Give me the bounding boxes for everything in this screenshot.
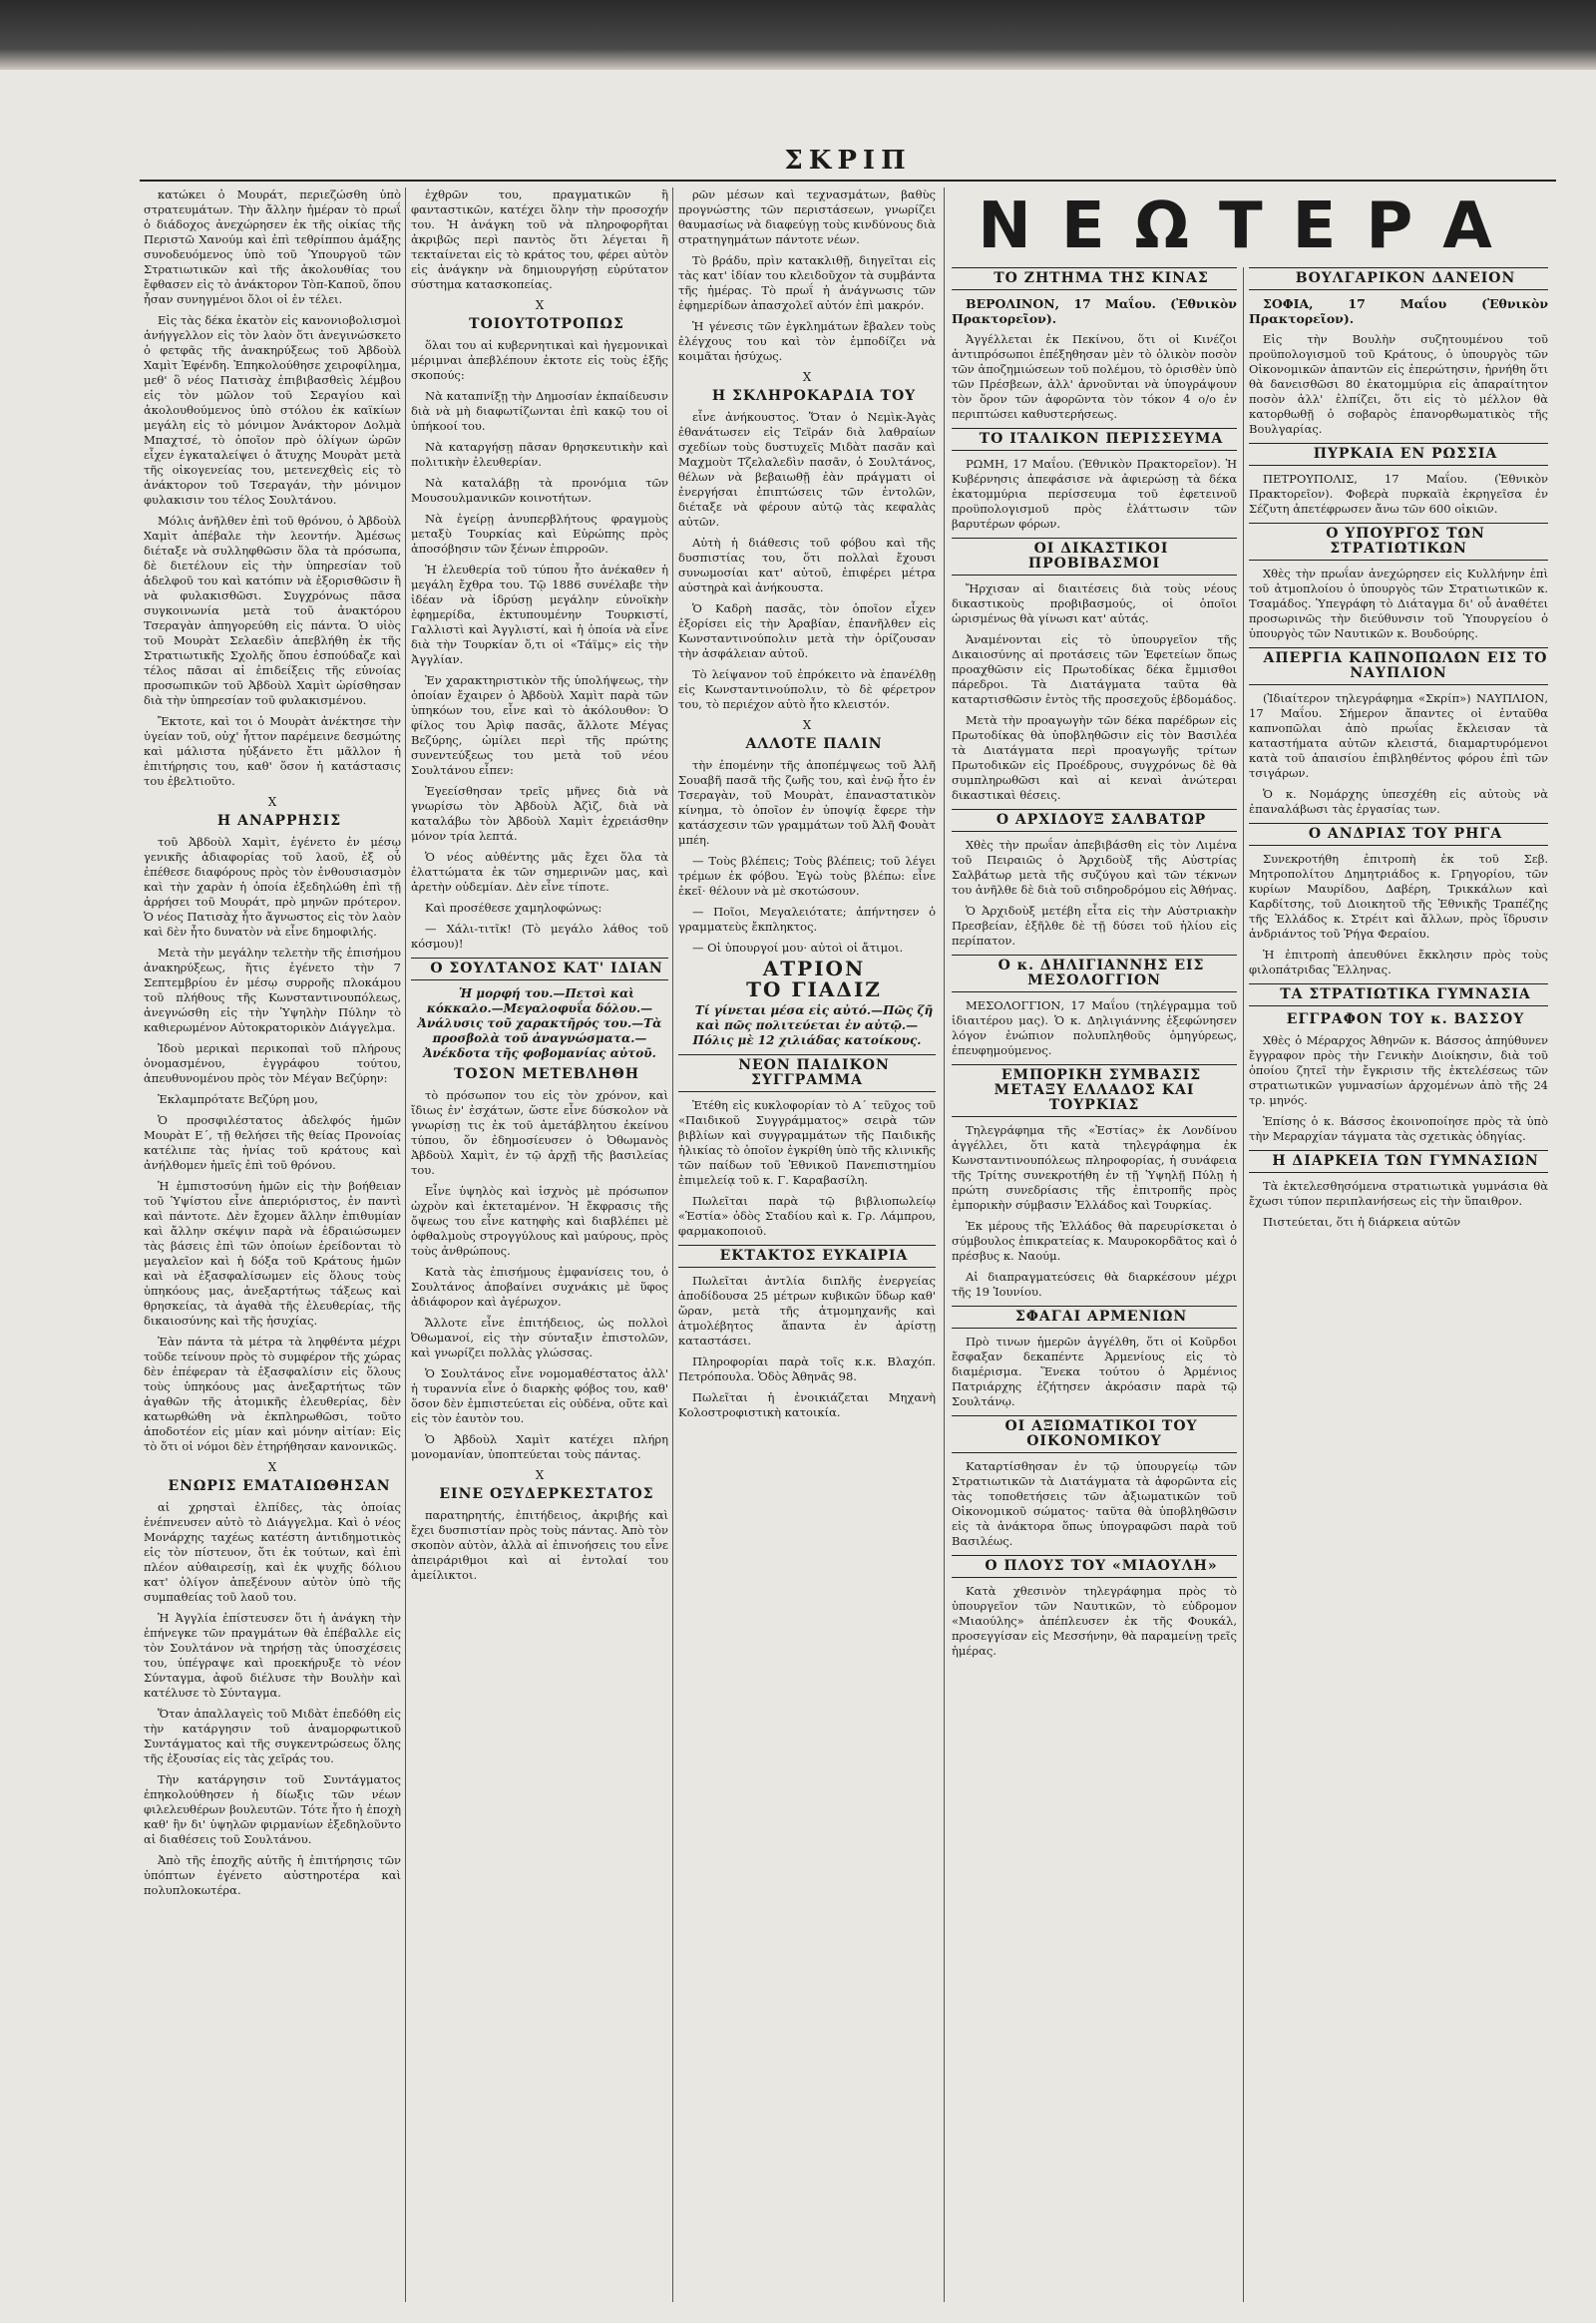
separator-mark: X — [802, 718, 812, 732]
paragraph: Ὁ Ἀβδοὺλ Χαμὶτ κατέχει πλήρη μονομανίαν, ὑποπτεύεται τοὺς πάντας. — [411, 1432, 668, 1461]
paragraph: Πρὸ τινων ἡμερῶν ἀγγέλθη, ὅτι οἱ Κοῦρδοι ἔσφαξαν δεκαπέντε Ἀρμενίους εἰς τὸ διαμέρισμα. Ἕνεκα τούτου ὁ Ἀρμένιος Πατριάρχης ἐζήτησεν ἀκρόασιν παρὰ τῷ Σουλτάνῳ. — [952, 1335, 1237, 1408]
paragraph: ΜΕΣΟΛΟΓΓΙΟΝ, 17 Μαΐου (τηλέγραμμα τοῦ ἰδιαιτέρου μας). Ὁ κ. Δηλιγιάννης ἐξεφώνησεν λόγον ἐνώπιον πολυπληθοῦς ὁμηγύρεως, ἐπευφημούμενος. — [952, 998, 1237, 1057]
paragraph: Ὁ Σουλτάνος εἶνε νομομαθέστατος ἀλλ' ἡ τυραννία εἶνε ὁ διαρκὴς φόβος του, καθ' ὅσον δὲν ἐμπιστεύεται εἰς οὐδένα, οὔτε καὶ εἰς τὸν ἑαυτὸν του. — [411, 1366, 668, 1425]
paragraph: Ἐγεείσθησαν τρεῖς μῆνες διὰ νὰ γνωρίσω τὸν Ἀβδοὺλ Ἀζὶζ, διὰ νὰ καταλάβω τὸν Ἀβδοὺλ Χαμὶτ ἐχρειάσθην μόνον τρία λεπτά. — [411, 784, 668, 843]
article-heading: Ο ΠΛΟΥΣ ΤΟΥ «ΜΙΑΟΥΛΗ» — [952, 1555, 1237, 1578]
article-heading: ΣΦΑΓΑΙ ΑΡΜΕΝΙΩΝ — [952, 1306, 1237, 1329]
dateline: ΣΟΦΙΑ, 17 Μαΐου (Ἐθνικὸν Πρακτορεῖον). — [1249, 296, 1548, 326]
article-heading: Ο ΑΡΧΙΔΟΥΞ ΣΑΛΒΑΤΩΡ — [952, 809, 1237, 832]
column-divider — [944, 188, 945, 2302]
paragraph: Ἡ ἐπιτροπὴ ἀπευθύνει ἔκκλησιν πρὸς τοὺς φιλοπάτριδας Ἕλληνας. — [1249, 948, 1548, 976]
paragraph: Ἔκτοτε, καὶ τοι ὁ Μουρὰτ ἀνέκτησε τὴν ὑγείαν τοῦ, οὐχ' ἧττον παρέμεινε δεσμώτης καὶ μάλιστα ηὐξάνετο ἔτι μᾶλλον ἡ ἐπιτήρησις του, καθ' ὅσον ἡ κατάστασις του ἐβελτιοῦτο. — [144, 714, 401, 788]
paragraph: Ὁ προσφιλέστατος ἀδελφός ἡμῶν Μουρὰτ Ε΄, τῇ θελήσει τῆς θείας Προνοίας κατέλιπε τὰς ἡνίας τοῦ κράτους καὶ ἀνήλθομεν ἡμεῖς ἐπὶ τοῦ θρόνου. — [144, 1113, 401, 1172]
column-2 — [411, 188, 668, 2302]
paragraph: Εἶνε ὑψηλὸς καὶ ἰσχνὸς μὲ πρόσωπον ὠχρὸν καὶ ἐκτεταμένον. Ἡ ἔκφρασις τῆς ὄψεως του εἶνε κατηφὴς καὶ διαβλέπει μὲ ὀφθαλμοὺς στρογγύλους καὶ μαύρους, πρὸς τοὺς ἀνθρώπους. — [411, 1184, 668, 1258]
article-heading: ΠΥΡΚΑΙΑ ΕΝ ΡΩΣΣΙΑ — [1249, 443, 1548, 466]
paragraph: Ὁ Καδρὴ πασᾶς, τὸν ὁποῖον εἶχεν ἐξορίσει εἰς τὴν Ἀραβίαν, ἐπανῆλθεν εἰς Κωνσταντινούπολιν μετὰ τὴν ὁρίζουσαν τὴν ἀσφάλειαν αὐτοῦ. — [678, 601, 936, 660]
paragraph: Τὸ λείψανον τοῦ ἐπρόκειτο νὰ ἐπανέλθῃ εἰς Κωνσταντινούπολιν, τὸ δὲ φέρετρον του, τὸ περιέχον αὐτὸ ἦτο κλειστόν. — [678, 667, 936, 711]
paragraph: τὴν ἐπομένην τῆς ἀποπέμψεως τοῦ Ἀλῆ Σουαβῆ πασᾶ τῆς ζωῆς του, καὶ ἐνῷ ἦτο ἐν Τσεραγὰν, τοῦ Μουρὰτ, ἐπαναστατικὸν κίνημα, τὸ ὁποῖον ἐν ὑποψίᾳ ἔφερε τὴν κατάσχεσιν τῶν γραμμάτων τοῦ Ἀλῆ Φουὰτ μπέη. — [678, 758, 936, 847]
article-heading: ΤΟ ΙΤΑΛΙΚΟΝ ΠΕΡΙΣΣΕΥΜΑ — [952, 428, 1237, 451]
paragraph: Πωλεῖται ἀντλία διπλῆς ἐνεργείας ἀποδίδουσα 25 μέτρων κυβικῶν ὕδωρ καθ' ὥραν, μετὰ τῆς ἀτμομηχανῆς καὶ ἀτμολέβητος ἅπαντα ἐν ἀρίστῃ καταστάσει. — [678, 1274, 936, 1348]
article-heading: ΕΜΠΟΡΙΚΗ ΣΥΜΒΑΣΙΣ ΜΕΤΑΞΥ ΕΛΛΑΔΟΣ ΚΑΙ ΤΟΥΡΚΙΑΣ — [952, 1064, 1237, 1117]
article-heading: ΤΟΣΟΝ ΜΕΤΕΒΛΗΘΗ — [454, 1066, 639, 1082]
separator-mark: X — [802, 370, 812, 384]
article-heading: ΤΟ ΖΗΤΗΜΑ ΤΗΣ ΚΙΝΑΣ — [952, 267, 1237, 290]
paragraph: Ὁ κ. Νομάρχης ὑπεσχέθη εἰς αὐτοὺς νὰ ἐπαναλάβωσι τὰς ἐργασίας των. — [1249, 787, 1548, 816]
paragraph: ρῶν μέσων καὶ τεχνασμάτων, βαθὺς προγνώστης τῶν περιστάσεων, γνωρίζει θαυμασίως νὰ διαφεύγῃ τοὺς κινδύνους διὰ στρατηγημάτων πάντοτε νέων. — [678, 188, 936, 246]
paragraph: Μετὰ τὴν μεγάλην τελετὴν τῆς ἐπισήμου ἀνακηρύξεως, ἥτις ἐγένετο τὴν 7 Σεπτεμβρίου ἐν μέσῳ συρροῆς πλοκάμου τοῦ πλήθους τῆς Κωνσταντινουπόλεως, ἀνεγνώσθη εἰς τὴν Ὑψηλὴν Πύλην τὸ καθιερωμένον Αὐτοκρατορικὸν Διάγγελμα. — [144, 946, 401, 1034]
article-subheading: ΕΓΓΡΑΦΟΝ ΤΟΥ κ. ΒΑΣΣΟΥ — [1286, 1011, 1525, 1027]
paragraph: Ἐκλαμπρότατε Βεζύρη μου, — [158, 1092, 318, 1106]
newspaper-page — [140, 118, 1556, 2312]
paragraph: εἶνε ἀνήκουστος. Ὅταν ὁ Νεμὶκ-Ἀγὰς ἐθανάτωσεν εἰς Τεϊράν διὰ λαθραίων σχεδίων τοὺς δυστυχεῖς Μιδὰτ πασᾶν καὶ Μαχμοὺτ Τζελαλεδὶν πασᾶν, ὁ Σουλτάνος, θέλων νὰ βεβαιωθῇ ἐὰν πράγματι οἱ ἐνεργήσαι ἐπιπτώσεις τῶν ἐντολῶν, διέταξε νὰ φέρουν αὐτῷ τὰς κεφαλὰς αὐτῶν. — [678, 410, 936, 529]
paragraph: Ἄλλοτε εἶνε ἐπιτήδειος, ὡς πολλοὶ Ὀθωμανοί, εἰς τὴν σύνταξιν ἐπιστολῶν, καὶ γνωρίζει πολλὰς γλώσσας. — [411, 1316, 668, 1359]
paragraph: ἐχθρῶν του, πραγματικῶν ἢ φανταστικῶν, κατέχει ὅλην τὴν προσοχήν του. Ἡ ἀνάγκη τοῦ νὰ πληροφορῆται ἀκριβῶς περὶ παντὸς ὅτι λέγεται ἢ τεκταίνεται εἰς τὸ κράτος του, φέρει αὐτὸν εἰς ἀνάγκην νὰ δημιουργήσῃ εὐρύτατον σύστημα κατασκοπείας. — [411, 188, 668, 291]
paragraph: αἱ χρησταὶ ἐλπίδες, τὰς ὁποίας ἐνέπνευσεν αὐτὸ τὸ Διάγγελμα. Καὶ ὁ νέος Μονάρχης ταχέως κατέστη ἀντιδημοτικὸς εἰς τὸν πίστευον, ὅτι ἐκ τούτων, καὶ ἐπὶ πλέον αὐθαιρεσίῃ, καὶ ἐκ ψυχῆς δόλιου κατ' ὀλίγον ἀπεξένουν αὐτὸν ὑπὸ τῆς συμπαθείας τοῦ λαοῦ του. — [144, 1500, 401, 1604]
column-divider — [1243, 267, 1244, 2302]
paragraph: Ὁ νέος αὐθέντης μᾶς ἔχει ὅλα τὰ ἐλαττώματα ἐκ τῶν σημερινῶν μας, καὶ ἀρετὴν οὐδεμίαν. Δὲν εἶνε τίποτε. — [411, 850, 668, 894]
article-heading: ΟΙ ΔΙΚΑΣΤΙΚΟΙ ΠΡΟΒΙΒΑΣΜΟΙ — [952, 538, 1237, 576]
paragraph: ὅλαι του αἱ κυβερνητικαὶ καὶ ἠγεμονικαὶ μέριμναι ἀπεβλέπουν ἐκτοτε εἰς τοὺς ἑξῆς σκοπούς: — [411, 338, 668, 382]
paragraph: Ἐτέθη εἰς κυκλοφορίαν τὸ Α΄ τεῦχος τοῦ «Παιδικοῦ Συγγράμματος» σειρὰ τῶν βιβλίων καὶ συγγραμμάτων τῆς Παιδικῆς ἡλικίας τὸ ὁποῖον ἐγκρίθη ὑπὸ τῆς κλινικῆς τῶν παίδων τοῦ Ἐθνικοῦ Πανεπιστημίου ἐπιμελείᾳ τοῦ κ. Γ. Καραβασίλη. — [678, 1098, 936, 1187]
paragraph: Ἐὰν πάντα τὰ μέτρα τὰ ληφθέντα μέχρι τοῦδε τείνουν πρὸς τὸ συμφέρον τῆς χώρας δὲν ἐπέφεραν τὰ ἐξασφαλίσιν εἰς ὅλους τοὺς ὑπηκόους μας ἀνεξαρτήτως τῶν ἀγαθῶν τῆς ἀτομικῆς ἐλευθερίας, δὲν κατωρθώθη νὰ ἐκπληρωθῶσι, τοῦτο ἀποδοτέον εἰς μίαν καὶ μόνην αἰτίαν: Εἰς τὸ ὅτι οἱ νόμοι δὲν ἐτηρήθησαν κανονικῶς. — [144, 1335, 401, 1453]
paragraph: Ἐπίσης ὁ κ. Βάσσος ἐκοινοποίησε πρὸς τὰ ὑπὸ τὴν Μεραρχίαν τάγματα τὰς σχετικὰς ὁδηγίας. — [1249, 1114, 1548, 1143]
section-title: ΝΕΩΤΕΡΑ — [978, 190, 1522, 263]
feature-title: ΤΟ ΓΙΑΔΙΖ — [746, 977, 882, 1001]
paragraph: Τηλεγράφημα τῆς «Ἑστίας» ἐκ Λονδίνου ἀγγέλλει, ὅτι κατὰ τηλεγράφημα ἐκ Κωνσταντινουπόλεως πληροφορίας, ἡ συνάφεια τῆς Τρίτης συνεκροτήθη ἐν τῇ Ὑψηλῇ Πύλῃ ἡ πρώτη συνεδρίασις τῆς ἐπιτροπῆς πρὸς ἐμπορικὴν σύμβασιν Ἑλλάδος καὶ Τουρκίας. — [952, 1123, 1237, 1212]
paragraph: Αὐτὴ ἡ διάθεσις τοῦ φόβου καὶ τῆς δυσπιστίας του, ὅτι πολλαὶ ἔχουσι συνωμοσίαι κατ' αὐτοῦ, ἐπιφέρει μέτρα αὐστηρὰ καὶ ἀνήκουστα. — [678, 536, 936, 594]
article-heading: ΤΟΙΟΥΤΟΤΡΟΠΩΣ — [469, 316, 624, 332]
paragraph: Νὰ καταργήσῃ πᾶσαν θρησκευτικὴν καὶ πολιτικὴν ἐλευθερίαν. — [411, 440, 668, 469]
article-heading: Ο ΣΟΥΛΤΑΝΟΣ ΚΑΤ' ΙΔΙΑΝ — [411, 958, 668, 980]
paragraph: παρατηρητής, ἐπιτήδειος, ἀκριβής καὶ ἔχει δυσπιστίαν πρὸς τοὺς πάντας. Ἀπὸ τὸν σκοπὸν αὐτὸν, ἀλλὰ αἱ ἐπινοήσεις του εἶνε ἀπειράριθμοι καὶ αἱ ἐντολαί του ἀμείλικτοι. — [411, 1508, 668, 1582]
paragraph: Τὴν κατάργησιν τοῦ Συντάγματος ἐπηκολούθησεν ἡ δίωξις τῶν νέων φιλελευθέρων βουλευτῶν. Τότε ἦτο ἡ ἐποχὴ καθ' ἣν δι' ὑψηλῶν φιρμανίων ἐξεδηλοῦντο αἱ διαθέσεις τοῦ Σουλτάνου. — [144, 1772, 401, 1846]
paragraph: Ἡ ἐμπιστοσύνη ἡμῶν εἰς τὴν βοήθειαν τοῦ Ὑψίστου εἶνε ἀπεριόριστος, ἐν παντὶ καὶ πάντοτε. Δὲν ἔχομεν ἄλλην ἐπιθυμίαν καὶ ἄλλην σκέψιν παρὰ νὰ ἑδραιώσωμεν τὰς βάσεις ἐπὶ τῶν ὁποίων ἐρείδονται τὸ μεγαλεῖον καὶ ἡ δόξα τοῦ Κράτους ἡμῶν καὶ νὰ ἐξασφαλίσωμεν εἰς ὅλους τοὺς ὑπηκόους μας, ἀνεξαρτήτως τάξεως καὶ θρησκείας, τὰ ἀγαθὰ τῆς ἐλευθερίας, τῆς δικαιοσύνης καὶ τῆς ἡσυχίας. — [144, 1179, 401, 1328]
paragraph: Ἡ γένεσις τῶν ἐγκλημάτων ἔβαλεν τοὺς ἐλέγχους του καὶ τὸν ἐμποδίζει νὰ κοιμᾶται ἡσύχως. — [678, 319, 936, 363]
paragraph: Τὰ ἐκτελεσθησόμενα στρατιωτικὰ γυμνάσια θὰ ἔχωσι τύπον περιπλανήσεως εἰς τὴν ὕπαιθρον. — [1249, 1179, 1548, 1208]
article-heading: ΑΠΕΡΓΙΑ ΚΑΠΝΟΠΩΛΩΝ ΕΙΣ ΤΟ ΝΑΥΠΛΙΟΝ — [1249, 647, 1548, 685]
paragraph: τὸ πρόσωπον του εἰς τὸν χρόνον, καὶ ἴδιως ἐν' ἐσχάτων, ὥστε εἶνε δύσκολον νὰ γνωρίσῃ τις ἐκ τοῦ ἀμετάβλητου ἐκείνου τύπου, ὅν ἐδημοσίευσεν ὁ Ὀθωμανὸς Ἀβδοὺλ Χαμὶτ, ἐν τῷ ἀρχῇ τῆς βασιλείας του. — [411, 1088, 668, 1177]
paragraph: Καταρτίσθησαν ἐν τῷ ὑπουργείῳ τῶν Στρατιωτικῶν τὰ Διατάγματα τὰ ἀφορῶντα εἰς τὰς τοποθετήσεις τῶν ἀξιωματικῶν τοῦ Οἰκονομικοῦ σώματος· ταῦτα θὰ ὑποβληθῶσιν εἰς τὰ ἀνάκτορα ὅπως ὑπογραφῶσι παρὰ τοῦ Βασιλέως. — [952, 1459, 1237, 1548]
article-heading: ΝΕΟΝ ΠΑΙΔΙΚΟΝ ΣΥΓΓΡΑΜΜΑ — [678, 1054, 936, 1092]
paragraph: Κατὰ τὰς ἐπισήμους ἐμφανίσεις του, ὁ Σουλτάνος ἀποβαίνει συχνάκις μὲ ὕφος ἀδιάφορον καὶ ἀγέρωχον. — [411, 1265, 668, 1309]
feature-heading: ΑΤΡΙΟΝ — [762, 957, 866, 980]
article-heading: ΟΙ ΑΞΙΩΜΑΤΙΚΟΙ ΤΟΥ ΟΙΚΟΝΟΜΙΚΟΥ — [952, 1415, 1237, 1453]
paragraph: Πιστεύεται, ὅτι ἡ διάρκεια αὐτῶν — [1263, 1215, 1461, 1229]
paragraph: Νὰ καταπνίξῃ τὴν Δημοσίαν ἐκπαίδευσιν διὰ νὰ μὴ διαφωτίζωνται ἐπὶ κακῷ του οἱ ὑπήκοοί του. — [411, 389, 668, 433]
dateline: ΒΕΡΟΛΙΝΟΝ, 17 Μαΐου. (Ἐθνικὸν Πρακτορεῖον). — [952, 296, 1237, 326]
masthead-rule — [140, 180, 1556, 182]
paragraph: Εἰς τὰς δέκα ἐκατὸν εἰς κανονιοβολισμοὶ ἀνήγγελλον εἰς τὸν λαὸν ὅτι ἀνεγινώσκετο ὁ φετφᾶς τῆς ἀνακηρύξεως τοῦ Ἀβδοὺλ Χαμὶτ Ἐφένδη. Ἐπηκολούθησε χειροφίλημα, μεθ' ὃ νέος Πατισὰχ ἐπιβιβασθεὶς λέμβου εἰς τὸν μῶλον τοῦ Σεραγίου καὶ ἀκολουθούμενος ὑπὸ στόλου ἐκ καϊκίων μεγάλη εἰς τὸ μόνιμον Ἀνάκτορον Δολμὰ Μπαχτσέ, τὸ ὁποῖον πρὸ ὀλίγων ὡρῶν εἶχεν ἐγκαταλείψει ὁ ἄτυχης Μουρὰτ μετὰ τῆς οἰκογενείας του, μετενεχθεὶς εἰς τὸ ἀνάκτορον τοῦ Τσεραγάν, τὴν μόνιμον φυλακισιν του τέλος Σουλτάνου. — [144, 313, 401, 507]
article-heading: Η ΑΝΑΡΡΗΣΙΣ — [216, 813, 342, 829]
paragraph: Ἐκ μέρους τῆς Ἑλλάδος θὰ παρευρίσκεται ὁ σύμβουλος ἐπικρατείας κ. Μαυροκορδᾶτος καὶ ὁ πρέσβυς κ. Ναούμ. — [952, 1219, 1237, 1263]
paragraph: Κατὰ χθεσινὸν τηλεγράφημα πρὸς τὸ ὑπουργεῖον τῶν Ναυτικῶν, τὸ εὐδρομον «Μιαούλης» ἀπέπλευσεν ἐκ τῆς Φουκάλ, προσεγγίσαν εἰς Μεσσήνην, θὰ παραμείνῃ τρεῖς ἡμέρας. — [952, 1584, 1237, 1658]
paragraph: Νὰ ἐγείρῃ ἀνυπερβλήτους φραγμοὺς μεταξὺ Τουρκίας καὶ Εὐρώπης πρὸς ἀποσόβησιν τῶν ξένων ἐπιρροῶν. — [411, 512, 668, 556]
scan-top-border — [0, 0, 1596, 70]
paragraph: Χθὲς τὴν πρωΐαν ἀπεβιβάσθη εἰς τὸν Λιμένα τοῦ Πειραιῶς ὁ Ἀρχιδοὺξ τῆς Αὐστρίας Σαλβάτωρ μετὰ τῆς συζύγου καὶ τῶν τέκνων του ἀνῆλθε δὲ διὰ τοῦ σιδηροδρόμου εἰς Ἀθήνας. — [952, 838, 1237, 897]
paragraph: Πωλεῖται παρὰ τῷ βιβλιοπωλείῳ «Ἑστία» ὁδὸς Σταδίου καὶ κ. Γρ. Λάμπρου, φαρμακοποιοῦ. — [678, 1194, 936, 1238]
article-subheading: Ἡ μορφή του.—Πετσὶ καὶ κόκκαλο.—Μεγαλοφυΐα δόλου.—Ἀνάλυσις τοῦ χαρακτῆρός του.—Τὰ προσβολὰ τοῦ ἀναγνώσματα.—Ἀνέκδοτα τῆς φοβομανίας αὐτοῦ. — [417, 986, 662, 1060]
separator-mark: X — [267, 795, 277, 809]
article-heading: Η ΔΙΑΡΚΕΙΑ ΤΩΝ ΓΥΜΝΑΣΙΩΝ — [1249, 1150, 1548, 1173]
paragraph: Νὰ καταλάβῃ τὰ προνόμια τῶν Μουσουλμανικῶν κοινοτήτων. — [411, 476, 668, 505]
paragraph: — Τοὺς βλέπεις; Τοὺς βλέπεις; τοῦ λέγει τρέμων ἐκ φόβου. Ἐγὼ τοὺς βλέπω: εἶνε ἐκεῖ· θέλουν νὰ μὲ σκοτώσουν. — [678, 854, 936, 898]
paragraph: Ὁ Ἀρχιδοὺξ μετέβη εἶτα εἰς τὴν Αὐστριακὴν Πρεσβείαν, ἐξῆλθε δὲ τῇ δύσει τοῦ ἡλίου εἰς περίπατον. — [952, 904, 1237, 948]
paragraph: Τὸ βράδυ, πρὶν κατακλιθῇ, διηγεῖται εἰς τὰς κατ' ἰδίαν του κλειδοῦχον τὰ συμβάντα τῆς ἡμέρας. Τὸ πρωΐ ἡ ἀνάγνωσις τῶν ἐφημερίδων ἀπασχολεῖ αὐτόν ἐπὶ μακρόν. — [678, 253, 936, 312]
article-heading: Η ΣΚΛΗΡΟΚΑΡΔΙΑ ΤΟΥ — [711, 388, 917, 404]
paragraph: Πωλεῖται ἡ ἐνοικιάζεται Μηχανὴ Κολοστροφιστικὴ κατοικία. — [678, 1390, 936, 1419]
paragraph: — Οἱ ὑπουργοί μου· αὐτοὶ οἱ ἄτιμοι. — [692, 941, 904, 955]
paragraph: Μετὰ τὴν προαγωγὴν τῶν δέκα παρέδρων εἰς Πρωτοδίκας θὰ ὑποβληθῶσιν εἰς τὸν Βασιλέα τὰ Διατάγματα περὶ προαγωγῆς τρίτων Πρωτοδικῶν εἰς Προέδρους, συγχρόνως δὲ θὰ συμπληρωθῶσι καὶ αἱ κεναὶ ἀνώτεραι δικαστικαὶ θέσεις. — [952, 713, 1237, 802]
paragraph: Ἀναμένονται εἰς τὸ ὑπουργεῖον τῆς Δικαιοσύνης αἱ προτάσεις τῶν Ἐφετείων ὅπως προαχθῶσιν εἰς Πρωτοδίκας δέκα ἔμμισθοι πάρεδροι. Τὰ Διατάγματα ταῦτα θὰ καταρτισθῶσιν ἐντὸς τῆς προσεχοῦς ἑβδομάδος. — [952, 632, 1237, 706]
paragraph: (Ἰδιαίτερον τηλεγράφημα «Σκρίπ») ΝΑΥΠΛΙΟΝ, 17 Μαΐου. Σήμερον ἅπαντες οἱ ἐνταῦθα καπνοπῶλαι ἀπὸ πρωΐας ἔκλεισαν τὰ καταστήματα αὐτῶν κλειστά, διαμαρτυρόμενοι κατὰ τοῦ ἀπαισίου ἐπιβληθέντος φόρου ἐπὶ τῶν τσιγάρων. — [1249, 691, 1548, 780]
paragraph: ΡΩΜΗ, 17 Μαΐου. (Ἐθνικὸν Πρακτορεῖον). Ἡ Κυβέρνησις ἀπεφάσισε νὰ ἀφιερώσῃ τὰ δέκα ἑκατομμύρια περίσσευμα τοῦ ἐφετεινοῦ προϋπολογισμοῦ πρὸς ἐλάττωσιν τῶν βαρυτέρων φόρων. — [952, 457, 1237, 531]
article-heading: ΕΙΝΕ ΟΞΥΔΕΡΚΕΣΤΑΤΟΣ — [439, 1486, 654, 1502]
separator-mark: X — [267, 1460, 277, 1474]
feature-subheading: Τί γίνεται μέσα εἰς αὐτό.—Πῶς ζῆ καὶ πῶς πολιτεύεται ἐν αὐτῷ.— Πόλις μὲ 12 χιλιάδας κατοίκους. — [692, 1003, 934, 1047]
paragraph: Ἰδοὺ μερικαὶ περικοπαὶ τοῦ πλήρους ὀνομασμένου, ἐγγράφου τούτου, ἀπευθυνομένου πρὸς τὸν Μέγαν Βεζύρην: — [144, 1041, 401, 1085]
article-heading: Ο ΑΝΔΡΙΑΣ ΤΟΥ ΡΗΓΑ — [1249, 823, 1548, 846]
column-1 — [144, 188, 401, 2302]
paragraph: Καὶ προσέθεσε χαμηλοφώνως: — [425, 901, 602, 915]
paragraph: — Χάλι-τιτῖκ! (Τὸ μεγάλο λάθος τοῦ κόσμου)! — [411, 922, 668, 951]
paragraph: Συνεκροτήθη ἐπιτροπὴ ἐκ τοῦ Σεβ. Μητροπολίτου Δημητριάδος κ. Γρηγορίου, τῶν κυρίων Μαυρίδου, Δαβέρη, Τρικκάλων καὶ Καρδίτσης, τοῦ Διοικητοῦ τῆς Ἐθνικῆς Τραπέζης τῆς Ἑλλάδος κ. Στρέιτ καὶ ἄλλων, πρὸς ἵδρυσιν ἀνδριάντος τοῦ Ῥήγα Φεραίου. — [1249, 852, 1548, 941]
paragraph: Ἡ ἐλευθερία τοῦ τύπου ἦτο ἀνέκαθεν ἡ μεγάλη ἔχθρα του. Τῷ 1886 συνέλαβε τὴν ἰδέαν νὰ ἱδρύσῃ μεγάλην εὐνοϊκὴν ἐφημερίδα, ἐκτυπουμένην Τουρκιστί, Γαλλιστὶ καὶ Ἀγγλιστί, καὶ ἡ ὁποία νὰ εἶνε διὰ τὴν Τουρκίαν ὅ,τι οἱ «Τάϊμς» εἰς τὴν Ἀγγλίαν. — [411, 563, 668, 666]
paragraph: κατώκει ὁ Μουράτ, περιεζώσθη ὑπὸ στρατευμάτων. Τὴν ἄλλην ἡμέραν τὸ πρωΐ ὁ διάδοχος ἀνεχώρησεν ἐκ τῆς οἰκίας τῆς Περιστῶ Χανούμ καὶ ἐπὶ τεθρίππου ἁμάξης συνοδευόμενος ὑπὸ τοῦ Ὑπουργοῦ τῶν Στρατιωτικῶν καὶ τῆς ἀκολουθίας του ἔφθασεν εἰς τὸ ἀνάκτορον Τὸπ-Καποῦ, ὅπου ἦσαν συνηγμένοι ὅλοι οἱ ἐν τέλει. — [144, 188, 401, 306]
article-heading: ΤΑ ΣΤΡΑΤΙΩΤΙΚΑ ΓΥΜΝΑΣΙΑ — [1249, 983, 1548, 1006]
paragraph: — Ποῖοι, Μεγαλειότατε; ἀπήντησεν ὁ γραμματεὺς ἔκπληκτος. — [678, 905, 936, 934]
article-heading: ΕΝΩΡΙΣ ΕΜΑΤΑΙΩΘΗΣΑΝ — [168, 1478, 391, 1494]
paragraph: Εἰς τὴν Βουλὴν συζητουμένου τοῦ προϋπολογισμοῦ τοῦ Κράτους, ὁ ὑπουργὸς τῶν Οἰκονομικῶν ἀπαντῶν εἰς ἐπερώτησιν, ἠρνήθη ὅτι θὰ δανεισθῶσι 80 ἑκατομμύρια εἰς ἀπαραίτητον ποσὸν ἀλλ' ἐλπίζει, ὅτι εἰς τὸ μέλλον θὰ κατορθωθῇ ὁ σοβαρὸς ἐπανορθωματικὸς τῆς Βουλγαρίας. — [1249, 332, 1548, 436]
paragraph: Ὅταν ἀπαλλαγεὶς τοῦ Μιδὰτ ἐπεδόθη εἰς τὴν κατάργησιν τοῦ ἀναμορφωτικοῦ Συντάγματος καὶ τῆς συγκεντρώσεως ὅλης τῆς ἐξουσίας εἰς τὰς χεῖράς του. — [144, 1707, 401, 1765]
article-heading: ΒΟΥΛΓΑΡΙΚΟΝ ΔΑΝΕΙΟΝ — [1249, 267, 1548, 290]
column-4 — [952, 267, 1237, 2302]
article-heading: Ο κ. ΔΗΛΙΓΙΑΝΝΗΣ ΕΙΣ ΜΕΣΟΛΟΓΓΙΟΝ — [952, 955, 1237, 992]
paragraph: Ἤρχισαν αἱ διαιτέσεις διὰ τοὺς νέους δικαστικοὺς προβιβασμούς, οἱ ὁποῖοι ὡρισμένως θὰ γίνωσι κατ' αὐτάς. — [952, 581, 1237, 625]
paragraph: Μόλις ἀνῆλθεν ἐπὶ τοῦ θρόνου, ὁ Ἀβδοὺλ Χαμὶτ ἀπέβαλε τὴν λεοντήν. Ἀμέσως διέταξε νὰ συλληφθῶσιν ὅλα τὰ πρόσωπα, δὲ διετέλουν εἰς τὴν ὑπηρεσίαν τοῦ ἀδελφοῦ του καὶ κατόπιν νὰ ἐξορισθῶσιν ἢ νὰ φυλακισθῶσι. Συγχρόνως πᾶσα συγκοινωνία μετὰ τοῦ ἀνακτόρου Τσεραγὰν ἀπηγορεύθη εἰς πάντα. Ὁ υἱὸς τοῦ Μουρὰτ Σελαεδὶν ἀπεβλήθη ἐκ τῆς Στρατιωτικῆς Σχολῆς ὅπου ἐσπούδαζε καὶ τέλος πᾶσαι αἱ ἐπιδείξεις τῆς εὐνοίας προσωπικῶν τοῦ Ἀβδοὺλ Χαμὶτ ὡρίσθησαν διὰ τὴν ὑπηρεσίαν τοῦ φυλακισμένου. — [144, 514, 401, 707]
paragraph: Ἡ Ἀγγλία ἐπίστευσεν ὅτι ἡ ἀνάγκη τὴν ἐπήνεγκε τῶν πραγμάτων θὰ ἐπέβαλλε εἰς τὸν Σουλτάνον νὰ τηρήσῃ τὰς ὑποσχέσεις του, ὑπέγραψε καὶ προεκήρυξε τὸ νέον Σύνταγμα, ἀφοῦ διέλυσε τὴν Βουλὴν καὶ κατέλυσε τὸ Σύνταγμα. — [144, 1611, 401, 1700]
separator-mark: X — [535, 1468, 545, 1482]
paragraph: Χθὲς ὁ Μέραρχος Ἀθηνῶν κ. Βάσσος ἀπηύθυνεν ἔγγραφον πρὸς τὴν Γενικὴν Διοίκησιν, διὰ τοῦ ὁποίου ζητεῖ τὴν ἔγκρισιν τῆς ἐκτελέσεως τῶν στρατιωτικῶν γυμνασίων ἀρχομένων ἀπὸ τῆς 24 τρ. μηνός. — [1249, 1033, 1548, 1107]
column-divider — [672, 188, 673, 2302]
paragraph: τοῦ Ἀβδοὺλ Χαμὶτ, ἐγένετο ἐν μέσῳ γενικῆς ἀδιαφορίας τοῦ λαοῦ, ἐξ οὗ ἐπέθεσε διαφόρους πρὸς τὸν ἐνθουσιασμὸν καὶ τὴν χαρὰν ἡ ὁποία ἐξεδηλώθη ἐπὶ τῇ ἀρρήσει τοῦ Μουράτ, πρὸ μηνῶν πρότερον. Ὁ νέος Πατισὰχ ἦτο ἄγνωστος εἰς τὸν λαὸν καὶ δὲν ἦτο δυνατὸν νὰ εἶνε δημοφιλής. — [144, 835, 401, 939]
paragraph: Ἀγγέλλεται ἐκ Πεκίνου, ὅτι οἱ Κινέζοι ἀντιπρόσωποι ἐπέξηθησαν μὲν τὸ ὁλικὸν ποσὸν τῶν ἀποζημιώσεων τοῦ πολέμου, τὸ ὁρισθὲν ὑπὸ τῶν Πρέσβεων, ἀλλ' ἀρνοῦνται νὰ ὑπογράψουν τὸν ὅρον τῶν ἀφορῶντα τὸν τόκον 4 ο/ο ἐν περιπτώσει καθυστερήσεως. — [952, 332, 1237, 421]
paragraph: Ἐν χαρακτηριστικὸν τῆς ὑπολήψεως, τὴν ὁποίαν ἔχαιρεν ὁ Ἀβδοὺλ Χαμὶτ παρὰ τῶν ὑπηκόων του, εἶνε καὶ τὸ ἀκόλουθον: Ὁ φίλος του Ἀρὶφ πασᾶς, ἄλλοτε Μέγας Βεζύρης, ὡμίλει περὶ τῆς πρώτης συνεντεύξεως του μετὰ τοῦ νέου Σουλτάνου εἶπεν: — [411, 673, 668, 777]
paragraph: ΠΕΤΡΟΥΠΟΛΙΣ, 17 Μαΐου. (Ἐθνικὸν Πρακτορεῖον). Φοβερὰ πυρκαϊὰ ἐκρηγεῖσα ἐν Σέζυτη ἀπετέφρωσεν ἄνω τῶν 600 οἰκιῶν. — [1249, 472, 1548, 516]
article-heading: ΕΚΤΑΚΤΟΣ ΕΥΚΑΙΡΙΑ — [678, 1245, 936, 1268]
column-5 — [1249, 267, 1548, 2302]
column-divider — [405, 188, 406, 2302]
paragraph: Πληροφορίαι παρὰ τοῖς κ.κ. Βλαχόπ. Πετρόπουλα. Ὁδὸς Ἀθηνᾶς 98. — [678, 1355, 936, 1383]
separator-mark: X — [535, 298, 545, 312]
paragraph: Αἱ διαπραγματεύσεις θὰ διαρκέσουν μέχρι τῆς 19 Ἰουνίου. — [952, 1270, 1237, 1299]
paragraph: Ἀπὸ τῆς ἐποχῆς αὐτῆς ἡ ἐπιτήρησις τῶν ὑπόπτων ἐγένετο αὐστηροτέρα καὶ πολυπλοκωτέρα. — [144, 1853, 401, 1897]
paragraph: Χθὲς τὴν πρωΐαν ἀνεχώρησεν εἰς Κυλλήνην ἐπὶ τοῦ ἀτμοπλοίου ὁ ὑπουργὸς τῶν Στρατιωτικῶν κ. Τσαμάδος. Ὑπεγράφη τὸ Διάταγμα δι' οὗ ἀναθέτει προσωρινῶς τὴν διεύθυνσιν τοῦ Ὑπουργείου ὁ ὑπουργὸς τῶν Ναυτικῶν κ. Βουδούρης. — [1249, 567, 1548, 640]
article-heading: Ο ΥΠΟΥΡΓΟΣ ΤΩΝ ΣΤΡΑΤΙΩΤΙΚΩΝ — [1249, 523, 1548, 561]
article-heading: ΑΛΛΟΤΕ ΠΑΛΙΝ — [745, 736, 883, 752]
column-3 — [678, 188, 936, 2302]
masthead: ΣΚΡΙΠ — [784, 146, 912, 176]
